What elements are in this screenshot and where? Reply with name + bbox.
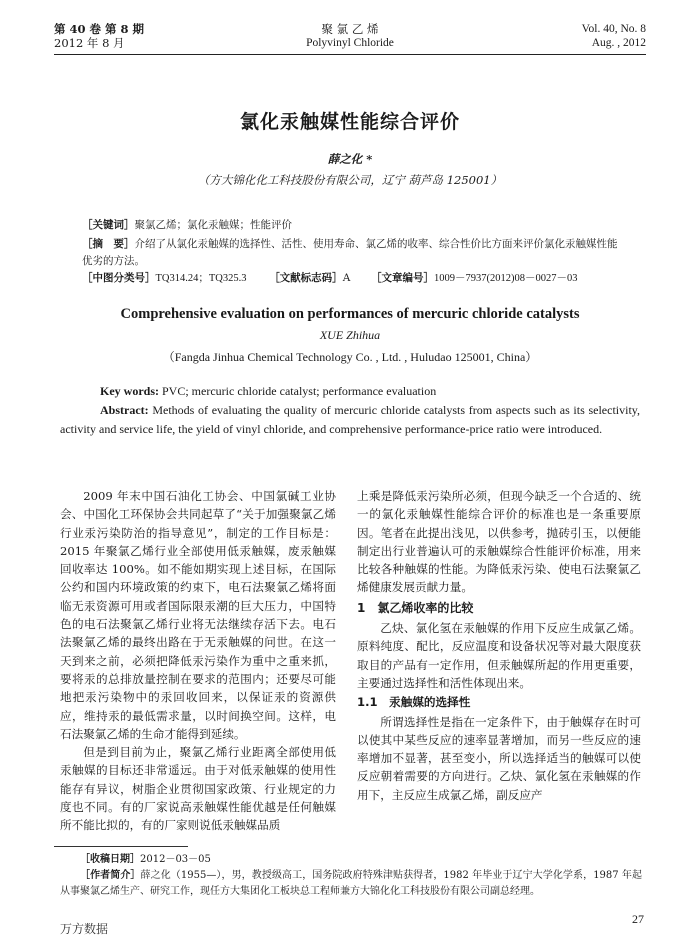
received-value: 2012－03－05 — [140, 854, 211, 865]
clc-value: TQ314.24；TQ325.3 — [155, 273, 247, 284]
page-number: 27 — [632, 912, 644, 926]
volume-issue-text: 第 40 卷 第 8 期 — [54, 22, 145, 36]
journal-name-cn: 聚 氯 乙 烯 — [321, 22, 379, 36]
abstract-cn-block — [82, 236, 627, 270]
author-bio-text: 薛之化（1955—），男，教授级高工，国务院政府特殊津贴获得者，1982 年毕业于辽宁大学化学系，1987 年起从事聚氯乙烯生产、研究工作，现任方大集团化工板块总工程师兼方大锦化化工科技股份有限公司副总经理。 — [60, 870, 642, 897]
abstract-cn-text: 介绍了从氯化汞触媒的选择性、活性、使用寿命、氯乙烯的收率、综合性价比方面来评价氯化汞触媒性能优劣的方法。 — [82, 238, 618, 267]
body-paragraph: 但是到目前为止，聚氯乙烯行业距离全部使用低汞触媒的目标还非常遥远。由于对低汞触媒的使用性能存有异议，树脂企业贯彻国家政策、行业规定的力度也不同。有的厂家说高汞触媒性能优越是任何触媒所不能比拟的，有的厂家则说低汞触媒品质 — [60, 745, 336, 833]
affiliation-cn: （方大锦化化工科技股份有限公司，辽宁 葫芦岛 125001） — [197, 173, 503, 187]
journal-volume-en — [582, 22, 646, 50]
doc-code-label: ［文献标志码］ — [269, 272, 343, 284]
article-title-en: Comprehensive evaluation on performances of mercuric chloride catalysts — [120, 306, 580, 322]
keywords-cn-label: ［关键词］ — [82, 219, 135, 231]
section-heading-1: 1 氯乙烯收率的比较 — [357, 600, 474, 615]
article-title-cn: 氯化汞触媒性能综合评价 — [239, 111, 460, 133]
keywords-en-text: PVC; mercuric chloride catalyst; performance evaluation — [162, 384, 437, 398]
body-left-column — [60, 487, 336, 835]
body-paragraph: 乙炔、氯化氢在汞触媒的作用下反应生成氯乙烯。原料纯度、配比，反应温度和设备状况等对最大限度获取目的产品有一定作用，但汞触媒所起的作用更重要，主要通过选择性和活性体现出来。 — [357, 621, 641, 690]
body-right-column — [357, 487, 641, 804]
issue-date-en: Aug. , 2012 — [591, 37, 646, 49]
classification-block — [82, 270, 642, 287]
keywords-cn-text: 聚氯乙烯；氯化汞触媒；性能评价 — [134, 219, 292, 231]
body-paragraph: 所谓选择性是指在一定条件下，由于触媒存在时可以使其中某些反应的速率显著增加，而另一些反应的速率增加不显著，甚至变小，所以选择适当的触媒可以使反应朝着需要的方向进行。乙炔、氯化氢在汞触媒的作用下，主反应生成氯乙烯，副反应产 — [357, 714, 641, 802]
volume-en-text: Vol. 40, No. 8 — [581, 23, 646, 35]
keywords-en-block — [100, 382, 640, 401]
affiliation-en: （Fangda Jinhua Chemical Technology Co. , Ltd. , Huludao 125001, China） — [162, 350, 538, 364]
keywords-en-label: Key words: — [100, 384, 159, 398]
article-number-label: ［文章编号］ — [370, 272, 434, 284]
article-number-value: 1009－7937(2012)08－0027－03 — [433, 273, 578, 284]
abstract-en-block — [60, 401, 640, 439]
author-bio-label: ［作者简介］ — [80, 870, 141, 881]
footnote-rule — [54, 846, 188, 847]
author-name-en: XUE Zhihua — [319, 328, 381, 342]
keywords-cn-block — [82, 217, 622, 234]
body-paragraph: 2009 年末中国石油化工协会、中国氯碱工业协会、中国化工环保协会共同起草了“关于加强聚氯乙烯行业汞污染防治的指导意见”，制定的工作目标是：2015 年聚氯乙烯行业全部使用低汞触媒，废汞触媒回收率达 100%。如不能如期实现上述目标，在国际公约和国内环境政策的约束下，电石法聚氯乙烯将面临无汞资源可用或者国际限汞潮的巨大压力，中国特色的电石法聚氯乙烯行业将无法继续存活下去。电石法聚氯乙烯的最终出路在于无汞触媒的问世。在这一天到来之前，必须把降低汞污染作为重中之重来抓，要将汞的总排放量控制在要求的范围内；还要尽可能地把汞污染物中的汞回收回来，以保证汞的资源供应，维持汞的最低需求量，以时间换空间。这样，电石法聚氯乙烯的生命才能得到延续。 — [60, 489, 336, 741]
body-paragraph: 上乘是降低汞污染所必须，但现今缺乏一个合适的、统一的氯化汞触媒性能综合评价的标准也是一条重要原因。笔者在此提出浅见，以供参考，抛砖引玉，以便能制定出行业普遍认可的汞触媒综合性能评价标准，用来比较各种触媒的性能。为降低汞污染、使电石法聚氯乙烯健康发展贡献力量。 — [357, 489, 641, 595]
received-label: ［收稿日期］ — [80, 854, 140, 865]
author-name-cn: 薛之化 * — [327, 152, 373, 166]
watermark-text: 万方数据 — [60, 922, 109, 936]
abstract-en-text: Methods of evaluating the quality of mercuric chloride catalysts from aspects such as its selectivity, activity and service life, the yield of vinyl chloride, and comprehensive performance-price ratio were introduced. — [60, 403, 640, 436]
clc-label: ［中图分类号］ — [82, 272, 156, 284]
abstract-cn-label: ［摘 要］ — [82, 238, 135, 250]
subsection-heading-1-1: 1.1 汞触媒的选择性 — [357, 695, 471, 710]
abstract-en-label: Abstract: — [100, 403, 149, 417]
received-date — [80, 852, 640, 868]
author-bio — [60, 868, 642, 900]
doc-code-value: A — [342, 272, 351, 284]
journal-name-en: Polyvinyl Chloride — [306, 37, 394, 49]
issue-date-cn: 2012 年 8 月 — [54, 36, 125, 50]
header-rule — [54, 54, 646, 55]
